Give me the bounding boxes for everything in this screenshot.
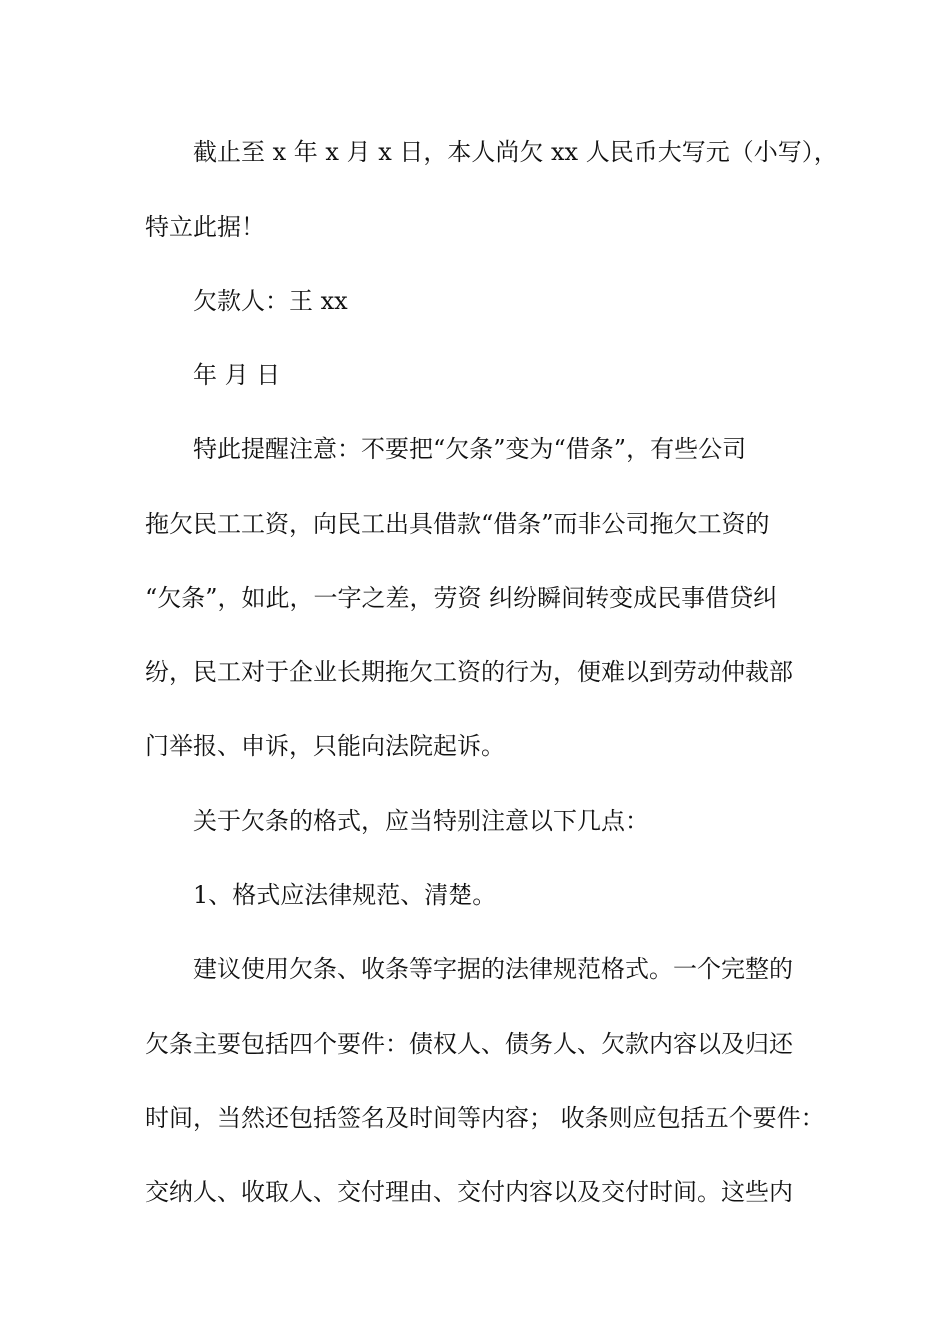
text-line: 截止至 x 年 x 月 x 日，本人尚欠 xx 人民币大写元（小写）， bbox=[193, 138, 838, 166]
text-line: 1、格式应法律规范、清楚。 bbox=[193, 881, 497, 909]
text-line: 年 月 日 bbox=[193, 361, 281, 389]
text-line: 门举报、申诉，只能向法院起诉。 bbox=[145, 732, 505, 760]
text-line: 欠条主要包括四个要件：债权人、债务人、欠款内容以及归还 bbox=[145, 1030, 793, 1058]
text-line: 关于欠条的格式，应当特别注意以下几点： bbox=[193, 807, 649, 835]
text-line: 纷，民工对于企业长期拖欠工资的行为，便难以到劳动仲裁部 bbox=[145, 658, 793, 686]
text-line: 拖欠民工工资，向民工出具借款“借条”而非公司拖欠工资的 bbox=[145, 510, 770, 538]
text-line: 交纳人、收取人、交付理由、交付内容以及交付时间。这些内 bbox=[145, 1178, 793, 1206]
text-line: “欠条”，如此，一字之差，劳资 纠纷瞬间转变成民事借贷纠 bbox=[145, 584, 778, 612]
text-line: 建议使用欠条、收条等字据的法律规范格式。一个完整的 bbox=[193, 955, 793, 983]
text-line: 特立此据！ bbox=[145, 213, 265, 241]
text-line: 欠款人：王 xx bbox=[193, 287, 348, 315]
text-line: 特此提醒注意：不要把“欠条”变为“借条”，有些公司 bbox=[193, 435, 747, 463]
text-line: 时间，当然还包括签名及时间等内容； 收条则应包括五个要件： bbox=[145, 1104, 825, 1132]
